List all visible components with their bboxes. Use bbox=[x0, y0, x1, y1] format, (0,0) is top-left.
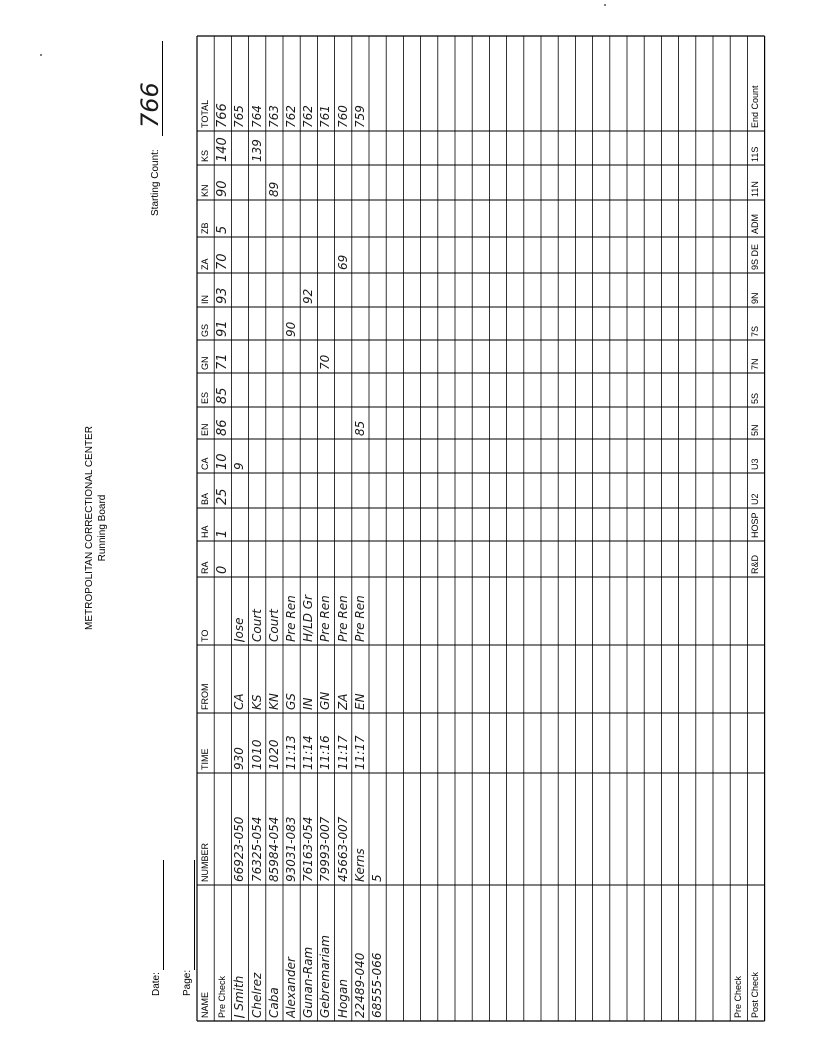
pre-check-count: 766 bbox=[215, 103, 231, 128]
column-header: ZA bbox=[200, 258, 210, 270]
entry-cell: 11:14 bbox=[301, 735, 316, 770]
footer-unit: HOSP bbox=[750, 512, 761, 538]
scan-speck bbox=[40, 54, 42, 56]
pre-check-count: 10 bbox=[215, 453, 231, 470]
entry-cell: 759 bbox=[352, 105, 367, 128]
entry-cell: Pre Ren bbox=[335, 595, 350, 642]
entry-cell: Alexander bbox=[284, 957, 298, 1018]
footer-unit: U2 bbox=[750, 493, 761, 505]
entry-cell: 11:17 bbox=[352, 735, 367, 770]
column-header: KN bbox=[200, 184, 210, 197]
entry-cell: 11:16 bbox=[318, 735, 333, 770]
entry-cell: 11:13 bbox=[284, 735, 298, 770]
entry-cell: 45663-007 bbox=[335, 816, 350, 882]
entry-cell: 92 bbox=[301, 288, 316, 304]
entry-cell: 761 bbox=[318, 105, 333, 128]
entry-cell: Pre Ren bbox=[352, 595, 367, 642]
entry-cell: 763 bbox=[266, 105, 281, 128]
entry-cell: Gunan-Ram bbox=[301, 946, 316, 1018]
pre-check-count: 71 bbox=[215, 353, 231, 370]
footer-unit: 7N bbox=[750, 358, 761, 370]
pre-check-count: 90 bbox=[215, 180, 231, 197]
footer-unit: 9N bbox=[750, 292, 761, 304]
column-header: BA bbox=[200, 492, 210, 505]
entry-cell: 79993-007 bbox=[318, 816, 333, 882]
pre-check-label: Pre Check bbox=[217, 975, 228, 1018]
column-header: RA bbox=[200, 561, 210, 574]
column-header: CA bbox=[200, 457, 210, 470]
footer-unit: End Count bbox=[750, 85, 761, 128]
footer-unit: U3 bbox=[750, 458, 761, 470]
entry-cell: 68555-066 bbox=[370, 952, 384, 1018]
entry-cell: 85984-054 bbox=[266, 816, 281, 882]
column-header: NUMBER bbox=[200, 842, 210, 882]
column-header: TOTAL bbox=[200, 99, 210, 128]
entry-cell: 66923-050 bbox=[232, 816, 247, 882]
entry-cell: 1020 bbox=[266, 739, 281, 770]
entry-cell: 90 bbox=[284, 321, 298, 337]
scan-speck bbox=[604, 4, 606, 6]
column-header: IN bbox=[200, 295, 210, 304]
footer-unit: 7S bbox=[750, 325, 761, 337]
entry-cell: KN bbox=[266, 693, 281, 710]
footer-pre-check: Pre Check bbox=[733, 975, 744, 1018]
entry-cell: Pre Ren bbox=[318, 595, 333, 642]
column-header: TIME bbox=[200, 748, 210, 770]
entry-cell: J Smith bbox=[232, 975, 247, 1018]
entry-cell: H/LD Gr bbox=[301, 594, 316, 642]
pre-check-count: 1 bbox=[215, 529, 231, 538]
entry-cell: EN bbox=[352, 693, 367, 710]
entry-cell: 85 bbox=[352, 420, 367, 436]
footer-unit: ADM bbox=[750, 214, 761, 234]
entry-cell: 762 bbox=[284, 105, 298, 128]
entry-cell: Court bbox=[266, 609, 281, 642]
entry-cell: 93031-083 bbox=[284, 816, 298, 882]
entry-cell: GN bbox=[318, 691, 333, 710]
entry-cell: Kerns bbox=[352, 848, 367, 882]
entry-cell: Court bbox=[249, 609, 264, 642]
entry-cell: Pre Ren bbox=[284, 595, 298, 642]
pre-check-count: 91 bbox=[215, 320, 231, 337]
pre-check-count: 70 bbox=[215, 253, 231, 270]
column-header: KS bbox=[200, 149, 210, 162]
date-label: Date: bbox=[151, 972, 162, 996]
footer-unit: R&D bbox=[750, 554, 761, 574]
entry-cell: 765 bbox=[232, 105, 247, 128]
footer-unit: 5N bbox=[750, 424, 761, 436]
entry-cell: Hogan bbox=[335, 979, 350, 1018]
entry-cell: GS bbox=[284, 693, 298, 710]
footer-unit: 5S bbox=[750, 392, 761, 404]
pre-check-count: 140 bbox=[215, 137, 231, 162]
entry-cell: 764 bbox=[249, 105, 264, 128]
column-header: TO bbox=[200, 629, 210, 642]
entry-cell: 5 bbox=[370, 874, 384, 882]
starting-count-label: Starting Count: bbox=[150, 149, 161, 216]
form-title: METROPOLITAN CORRECTIONAL CENTER bbox=[84, 426, 95, 630]
pre-check-count: 0 bbox=[215, 565, 231, 574]
pre-check-count: 86 bbox=[215, 419, 231, 436]
entry-cell: 76325-054 bbox=[249, 816, 264, 882]
entry-cell: 930 bbox=[232, 747, 247, 770]
form-subtitle: Running Board bbox=[97, 494, 108, 562]
entry-cell: Jose bbox=[232, 617, 247, 642]
entry-cell: Chelrez bbox=[249, 972, 264, 1018]
entry-cell: 1010 bbox=[249, 739, 264, 770]
entry-cell: 11:17 bbox=[335, 735, 350, 770]
column-header: ZB bbox=[200, 222, 210, 234]
entry-cell: 22489-040 bbox=[352, 952, 367, 1018]
entry-cell: KS bbox=[249, 694, 264, 710]
entry-cell: 69 bbox=[335, 254, 350, 270]
footer-unit: 11S bbox=[750, 146, 761, 162]
column-header: ES bbox=[200, 391, 210, 404]
pre-check-count: 85 bbox=[215, 387, 231, 404]
column-header: HA bbox=[200, 525, 210, 538]
column-header: FROM bbox=[200, 683, 210, 710]
column-header: NAME bbox=[200, 991, 210, 1018]
entry-cell: 89 bbox=[266, 181, 281, 197]
entry-cell: IN bbox=[301, 697, 316, 710]
footer-unit: 9S DE bbox=[750, 243, 761, 270]
entry-cell: 76163-054 bbox=[301, 816, 316, 882]
pre-check-count: 93 bbox=[215, 287, 231, 304]
pre-check-count: 25 bbox=[215, 488, 231, 505]
entry-cell: ZA bbox=[335, 693, 350, 710]
entry-cell: 139 bbox=[249, 139, 264, 162]
column-header: EN bbox=[200, 423, 210, 436]
column-header: GN bbox=[200, 356, 210, 370]
entry-cell: CA bbox=[232, 693, 247, 710]
starting-count-value: 766 bbox=[136, 82, 164, 128]
page-label: Page: bbox=[182, 969, 193, 996]
entry-cell: 762 bbox=[301, 105, 316, 128]
entry-cell: 70 bbox=[318, 354, 333, 370]
column-header: GS bbox=[200, 323, 210, 337]
entry-cell: 9 bbox=[232, 462, 247, 470]
pre-check-count: 5 bbox=[215, 225, 231, 234]
footer-unit: 11N bbox=[750, 181, 761, 197]
entry-cell: Gebremariam bbox=[318, 935, 333, 1018]
entry-cell: Caba bbox=[266, 987, 281, 1018]
entry-cell: 760 bbox=[335, 105, 350, 128]
footer-post-check: Post Check bbox=[750, 971, 761, 1018]
